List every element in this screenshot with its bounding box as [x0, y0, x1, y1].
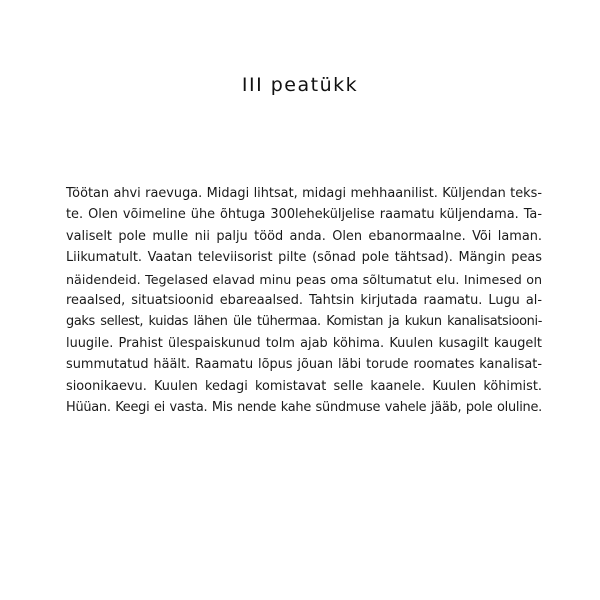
text-line: te. Olen võimeline ühe õhtuga 300leheküljelise raamatu küljendama. Ta-	[66, 207, 542, 223]
text-line: Hüüan. Keegi ei vasta. Mis nende kahe sündmuse vahele jääb, pole oluline.	[66, 399, 542, 415]
text-line: näidendeid. Tegelased elavad minu peas oma sõltumatut elu. Inimesed on	[66, 271, 542, 287]
text-line: valiselt pole mulle nii palju tööd anda. Olen ebanormaalne. Või laman.	[66, 228, 542, 244]
text-line: sioonikaevu. Kuulen kedagi komistavat selle kaanele. Kuulen köhimist.	[66, 378, 542, 394]
text-line: Töötan ahvi raevuga. Midagi lihtsat, midagi mehhaanilist. Küljendan teks-	[66, 186, 542, 201]
chapter-title: III peatükk	[241, 74, 359, 96]
text-line: gaks sellest, kuidas lähen üle tühermaa. Komistan ja kukun kanalisatsiooni-	[66, 314, 542, 330]
text-line: luugile. Prahist ülespaiskunud tolm ajab köhima. Kuulen kusagilt kaugelt	[66, 335, 542, 351]
text-line: Liikumatult. Vaatan televiisorist pilte (sõnad pole tähtsad). Mängin peas	[66, 250, 542, 266]
text-line: reaalsed, situatsioonid ebareaalsed. Tahtsin kirjutada raamatu. Lugu al-	[66, 292, 542, 308]
text-line: summutatud häält. Raamatu lõpus jõuan läbi torude roomates kanalisat-	[66, 357, 542, 373]
chapter-body	[66, 183, 542, 418]
